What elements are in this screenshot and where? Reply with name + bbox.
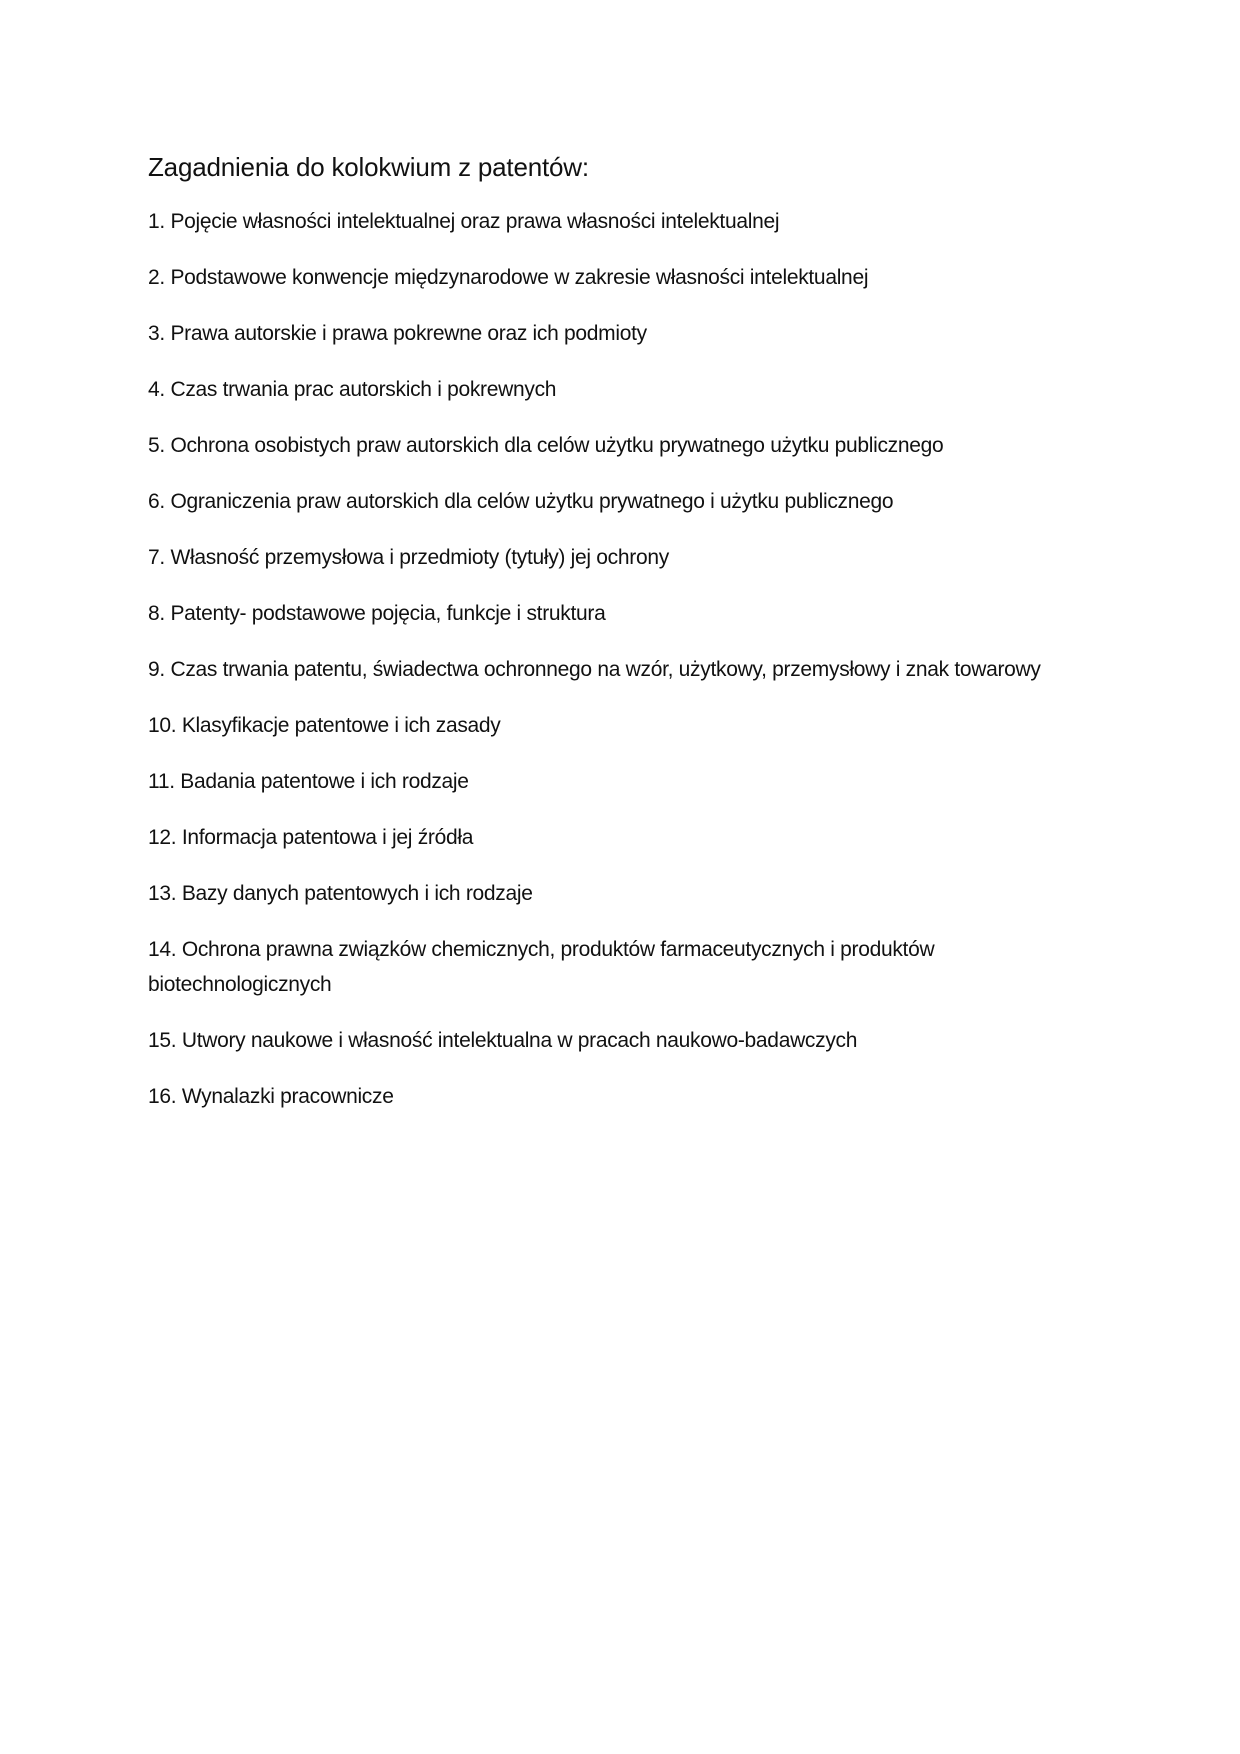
topic-list [148,204,1068,1114]
topic-item: 3. Prawa autorskie i prawa pokrewne oraz ich podmioty [148,322,647,345]
topic-item: 9. Czas trwania patentu, świadectwa ochronnego na wzór, użytkowy, przemysłowy i znak towarowy [148,658,1041,681]
document-content [148,150,1068,1135]
topic-item: 1. Pojęcie własności intelektualnej oraz prawa własności intelektualnej [148,210,780,233]
document-title: Zagadnienia do kolokwium z patentów: [148,152,589,182]
topic-item: 6. Ograniczenia praw autorskich dla celów użytku prywatnego i użytku publicznego [148,490,894,513]
topic-item: 7. Własność przemysłowa i przedmioty (tytuły) jej ochrony [148,546,669,569]
topic-item: 8. Patenty- podstawowe pojęcia, funkcje i struktura [148,602,606,625]
topic-item: 4. Czas trwania prac autorskich i pokrewnych [148,378,557,401]
topic-item: 5. Ochrona osobistych praw autorskich dla celów użytku prywatnego użytku publicznego [148,434,944,457]
topic-item: 2. Podstawowe konwencje międzynarodowe w zakresie własności intelektualnej [148,266,869,289]
topic-item: 15. Utwory naukowe i własność intelektualna w pracach naukowo-badawczych [148,1029,858,1052]
topic-item: 13. Bazy danych patentowych i ich rodzaje [148,882,533,905]
topic-item: 10. Klasyfikacje patentowe i ich zasady [148,714,501,737]
topic-item: 12. Informacja patentowa i jej źródła [148,826,474,849]
topic-item: 16. Wynalazki pracownicze [148,1085,394,1108]
topic-item: 11. Badania patentowe i ich rodzaje [148,770,469,793]
topic-item: 14. Ochrona prawna związków chemicznych, produktów farmaceutycznych i produktów biotechnologicznych [148,938,935,996]
